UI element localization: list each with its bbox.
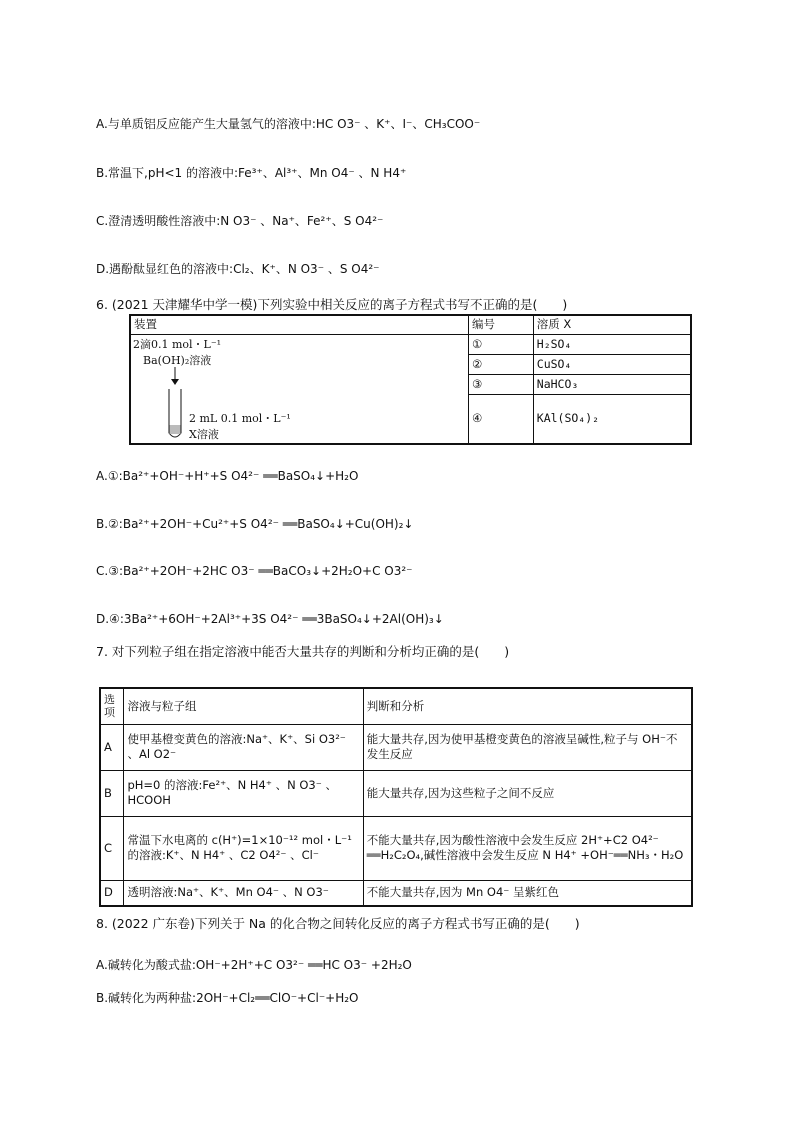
q7-row-solution: 使甲基橙变黄色的溶液:Na⁺、K⁺、Si O3²⁻ 、Al O2⁻	[124, 724, 363, 770]
q5-option-d: D.遇酚酞显红色的溶液中:Cl₂、K⁺、N O3⁻ 、S O4²⁻	[96, 262, 380, 276]
q7-row-analysis: 不能大量共存,因为 Mn O4⁻ 呈紫红色	[363, 880, 692, 906]
q6-apparatus-cell	[130, 334, 469, 444]
q7-row-option: A	[100, 724, 124, 770]
q6-header-number: 编号	[469, 315, 534, 334]
q6-option-a: A.①:Ba²⁺+OH⁻+H⁺+S O4²⁻ ══BaSO₄↓+H₂O	[96, 469, 359, 483]
q6-title: 6. (2021 天津耀华中学一模)下列实验中相关反应的离子方程式书写不正确的是( )	[96, 297, 568, 312]
q6-table	[129, 314, 692, 445]
tube-liquid	[170, 425, 181, 434]
q7-row-option: C	[100, 816, 124, 880]
q6-row-num: ③	[469, 375, 534, 395]
q7-title: 7. 对下列粒子组在指定溶液中能否大量共存的判断和分析均正确的是( )	[96, 644, 510, 659]
q7-row-solution: pH=0 的溶液:Fe²⁺、N H4⁺ 、N O3⁻ 、HCOOH	[124, 770, 363, 816]
q6-row-solute: H₂SO₄	[533, 334, 691, 354]
q6-row-num: ①	[469, 334, 534, 354]
q6-row-solute: KAl(SO₄)₂	[533, 395, 691, 444]
q6-option-c: C.③:Ba²⁺+2OH⁻+2HC O3⁻ ══BaCO₃↓+2H₂O+C O3²⁻	[96, 564, 413, 578]
q8-title: 8. (2022 广东卷)下列关于 Na 的化合物之间转化反应的离子方程式书写正确的是( )	[96, 916, 580, 931]
q6-row-num: ④	[469, 395, 534, 444]
q5-option-c: C.澄清透明酸性溶液中:N O3⁻ 、Na⁺、Fe²⁺、S O4²⁻	[96, 214, 384, 228]
q8-option-b: B.碱转化为两种盐:2OH⁻+Cl₂══ClO⁻+Cl⁻+H₂O	[96, 991, 359, 1005]
q7-header-analysis: 判断和分析	[363, 688, 692, 724]
q7-row-analysis: 能大量共存,因为这些粒子之间不反应	[363, 770, 692, 816]
q7-header-option: 选项	[100, 688, 124, 724]
q7-row-analysis: 能大量共存,因为使甲基橙变黄色的溶液呈碱性,粒子与 OH⁻不发生反应	[363, 724, 692, 770]
q7-table	[99, 687, 693, 907]
q6-option-b: B.②:Ba²⁺+2OH⁻+Cu²⁺+S O4²⁻ ══BaSO₄↓+Cu(OH)₂↓	[96, 517, 414, 531]
q6-header-apparatus: 装置	[130, 315, 469, 334]
apparatus-top-label: 2滴0.1 mol・L⁻¹	[133, 337, 222, 351]
dropper-arrow-head	[171, 379, 179, 385]
q7-row-option: D	[100, 880, 124, 906]
q6-row-num: ②	[469, 354, 534, 374]
q8-option-a: A.碱转化为酸式盐:OH⁻+2H⁺+C O3²⁻ ══HC O3⁻ +2H₂O	[96, 958, 412, 972]
q6-option-d: D.④:3Ba²⁺+6OH⁻+2Al³⁺+3S O4²⁻ ══3BaSO₄↓+2Al(OH)₃↓	[96, 612, 444, 626]
q7-row-solution: 透明溶液:Na⁺、K⁺、Mn O4⁻ 、N O3⁻	[124, 880, 363, 906]
apparatus-reagent: Ba(OH)₂溶液	[143, 353, 212, 367]
q5-option-a: A.与单质铝反应能产生大量氢气的溶液中:HC O3⁻ 、K⁺、I⁻、CH₃COO⁻	[96, 117, 481, 131]
q6-row-solute: CuSO₄	[533, 354, 691, 374]
q7-row-analysis: 不能大量共存,因为酸性溶液中会发生反应 2H⁺+C2 O4²⁻ ══H₂C₂O₄,碱性溶液中会发生反应 N H4⁺ +OH⁻══NH₃・H₂O	[363, 816, 692, 880]
apparatus-bottom-label: 2 mL 0.1 mol・L⁻¹	[189, 411, 291, 425]
q6-row-solute: NaHCO₃	[533, 375, 691, 395]
q7-header-solution: 溶液与粒子组	[124, 688, 363, 724]
q6-header-solute: 溶质 X	[533, 315, 691, 334]
q7-row-solution: 常温下水电离的 c(H⁺)=1×10⁻¹² mol・L⁻¹的溶液:K⁺、N H4⁺ 、C2 O4²⁻ 、Cl⁻	[124, 816, 363, 880]
apparatus-solution: X溶液	[189, 427, 219, 441]
q5-option-b: B.常温下,pH<1 的溶液中:Fe³⁺、Al³⁺、Mn O4⁻ 、N H4⁺	[96, 166, 407, 180]
q7-row-option: B	[100, 770, 124, 816]
